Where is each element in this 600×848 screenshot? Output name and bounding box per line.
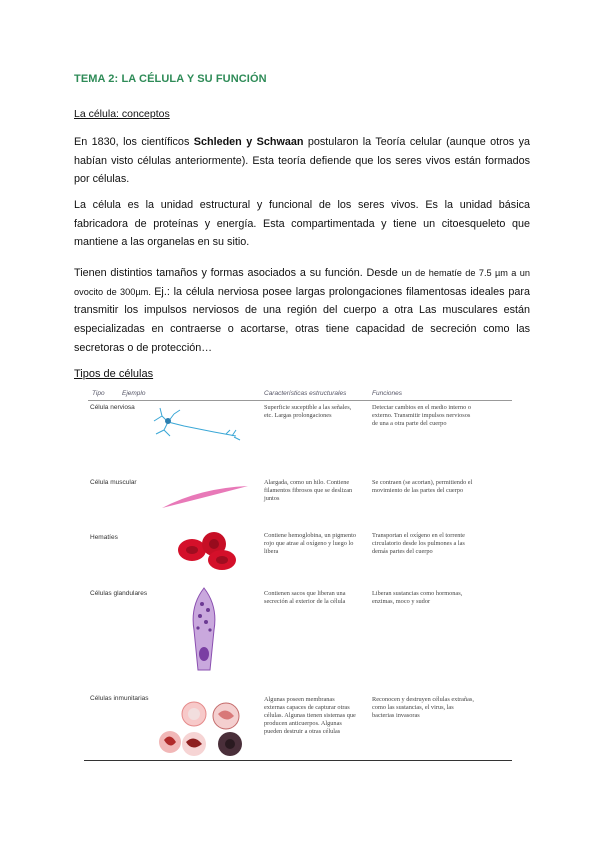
row-func-glandulares: Liberan sustancias como hormonas, enzimas, moco y sudor [372,590,463,605]
row-type-nerviosa: Célula nerviosa [90,404,135,411]
document-title: TEMA 2: LA CÉLULA Y SU FUNCIÓN [74,73,267,85]
row-char-glandulares: Contienen sacos que liberan una secreción al exterior de la célula [264,590,346,605]
paragraph-teoria-celular: En 1830, los científicos Schleden y Schwaan postularon la Teoría celular (aunque otros ya habían visto células anteriormente). Esta teoría defiende que los seres vivos están formados por células. [74,136,530,186]
header-divider [88,400,512,401]
row-type-inmunitarias: Células inmunitarias [90,695,149,702]
row-func-nerviosa: Detectar cambios en el medio interno o externo. Transmitir impulsos nerviosos de una a otra parte del cuerpo [372,404,471,427]
scientists-names: Schleden y Schwaan [193,136,304,148]
header-funciones: Funciones [372,390,402,397]
row-type-glandulares: Células glandulares [90,590,148,597]
table-bottom-divider [84,760,512,761]
muscle-cell-image [160,484,250,514]
row-func-inmunitarias: Reconocen y destruyen células extrañas, como las sustancias, el virus, las bacterias invasoras [372,696,474,719]
section-title-tipos: Tipos de células [74,368,154,380]
row-char-muscular: Alargada, como un hilo. Contiene filamentos fibrosos que se deslizan juntos [264,479,353,502]
paragraph-unidad-estructural: La célula es la unidad estructural y funcional de los seres vivos. Es la unidad básica fabricadora de proteínas y energía. Esta compartimentada y tiene un citoesqueleto que mantiene a las organelas en su sitio. [74,199,530,249]
row-type-muscular: Célula muscular [90,479,137,486]
header-ejemplo: Ejemplo [122,390,146,397]
glandular-cell-image [184,586,224,672]
paragraph-tamanos-formas: Tienen distintios tamaños y formas asociados a su función. Desde un de hematíe de 7.5 µm a un ovocito de 300µm. Ej.: la célula nerviosa posee largas prolongaciones filamentosas ideales para transmitir los impulsos nerviosos de una región del cuerpo a otra Las musculares están especializadas en contraerse o acortarse, otras tiene capacidad de secreción como las secretoras o de protección… [74,267,530,354]
row-func-muscular: Se contraen (se acortan), permitiendo el movimiento de las partes del cuerpo [372,479,473,494]
header-caracteristicas: Características estructurales [264,390,347,397]
nerve-cell-image [144,406,244,446]
row-type-hematies: Hematíes [90,534,118,541]
row-char-hematies: Contiene hemoglobina, un pigmento rojo que atrae al oxígeno y luego lo libera [264,532,356,555]
cell-types-table [74,384,516,762]
subheading-conceptos: La célula: conceptos [74,108,170,120]
row-char-inmunitarias: Algunas poseen membranas externas capaces de capturar otras células. Algunas tienen sistemas que producen anticuerpos. Algunas pueden destruir a otras células [264,696,356,735]
red-blood-cells-image [174,528,244,574]
row-func-hematies: Transportan el oxígeno en el torrente circulatorio desde los pulmones a las demás partes del cuerpo [372,532,465,555]
immune-cells-image [154,700,260,760]
header-tipo: Tipo [92,390,105,397]
row-char-nerviosa: Superficie suceptible a las señales, etc. Largas prolongaciones [264,404,352,419]
